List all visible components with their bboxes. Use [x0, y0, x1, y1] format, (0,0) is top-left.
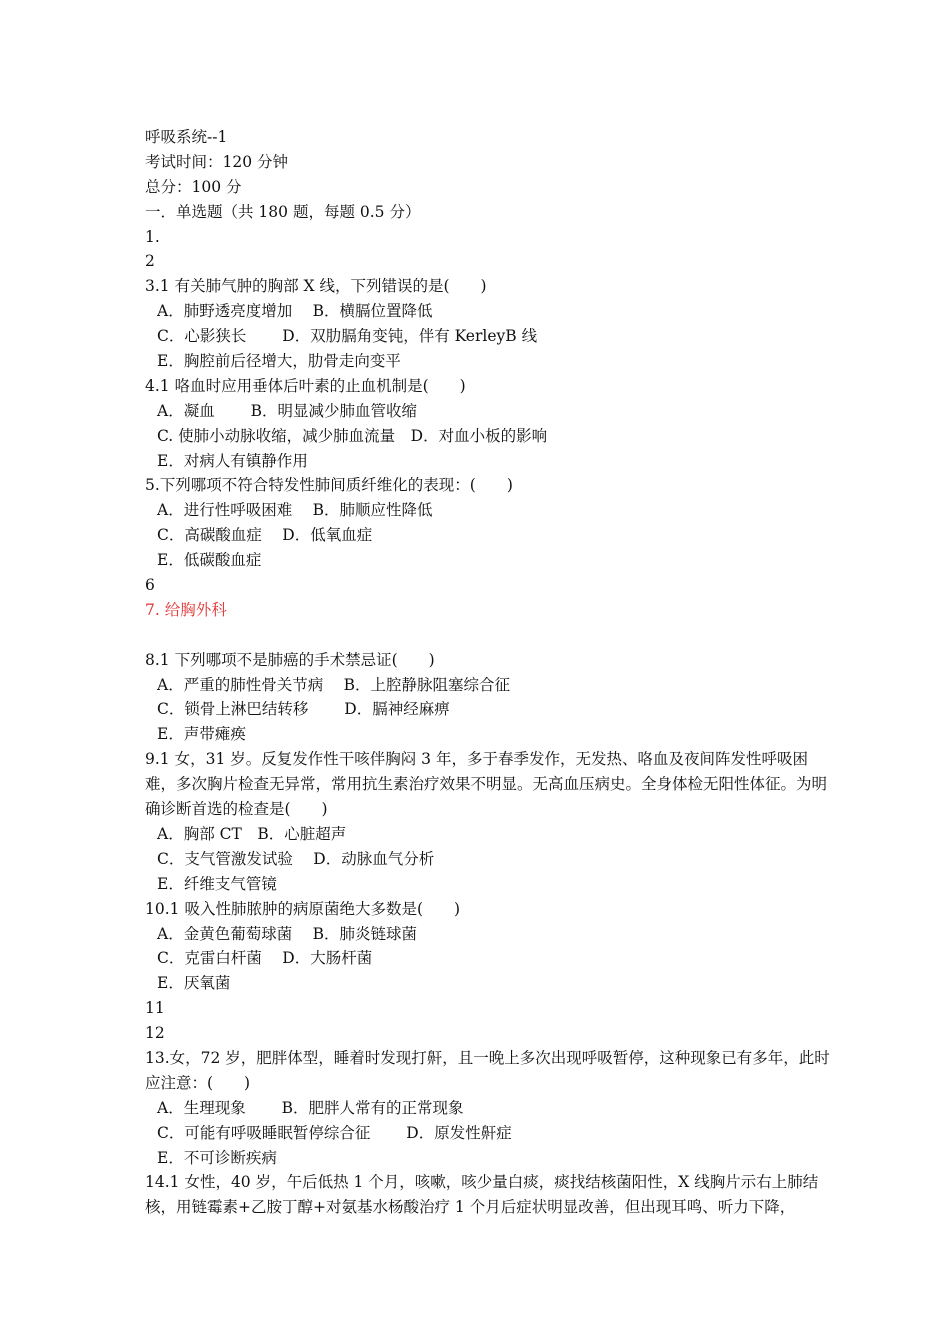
question-3 — [145, 274, 835, 374]
question-4 — [145, 374, 835, 474]
question-option: A．生理现象 B．肥胖人常有的正常现象 — [157, 1098, 464, 1117]
question-10 — [145, 897, 835, 997]
item-number: 12 — [145, 1024, 165, 1043]
question-option: E．声带瘫痪 — [157, 725, 246, 744]
item-number: 6 — [145, 576, 155, 595]
item-number: 11 — [145, 999, 165, 1018]
question-option: C．可能有呼吸睡眠暂停综合征 D．原发性鼾症 — [157, 1123, 512, 1142]
section-heading: 一．单选题（共 180 题，每题 0.5 分） — [145, 202, 421, 221]
question-option: E．低碳酸血症 — [157, 551, 262, 570]
total-score: 总分：100 分 — [145, 177, 242, 196]
item-number: 1. — [145, 227, 160, 246]
question-option: E．纤维支气管镜 — [157, 874, 277, 893]
question-stem: 5.下列哪项不符合特发性肺间质纤维化的表现：( ) — [145, 476, 513, 495]
item-number: 2 — [145, 252, 155, 271]
question-option: E．胸腔前后径增大，肋骨走向变平 — [157, 352, 401, 371]
question-stem: 3.1 有关肺气肿的胸部 X 线，下列错误的是( ) — [145, 277, 487, 296]
blank-line — [145, 623, 835, 648]
question-stem: 8.1 下列哪项不是肺癌的手术禁忌证( ) — [145, 650, 435, 669]
question-option: C. 使肺小动脉收缩，减少肺血流量 D．对血小板的影响 — [157, 426, 548, 445]
question-14 — [145, 1170, 835, 1220]
question-option: A．凝血 B．明显减少肺血管收缩 — [157, 401, 418, 420]
question-option: A．肺野透亮度增加 B．横膈位置降低 — [157, 302, 433, 321]
question-8 — [145, 648, 835, 748]
question-stem: 9.1 女，31 岁。反复发作性干咳伴胸闷 3 年，多于春季发作，无发热、咯血及夜间阵发性呼吸困难，多次胸片检查无异常，常用抗生素治疗效果不明显。无高血压病史。全身体检无阳性体征。为明确诊断首选的检查是( ) — [145, 750, 828, 819]
question-stem: 14.1 女性，40 岁，午后低热 1 个月，咳嗽，咳少量白痰，痰找结核菌阳性，X 线胸片示右上肺结核，用链霉素+乙胺丁醇+对氨基水杨酸治疗 1 个月后症状明显改善，但出现耳鸣、听力下降， — [145, 1173, 819, 1217]
question-option: E．厌氧菌 — [157, 974, 231, 993]
question-option: E．对病人有镇静作用 — [157, 451, 308, 470]
question-option: C．高碳酸血症 D．低氧血症 — [157, 526, 373, 545]
question-option: A．严重的肺性骨关节病 B．上腔静脉阻塞综合征 — [157, 675, 511, 694]
question-13 — [145, 1046, 835, 1170]
question-option: C．心影狭长 D．双肋膈角变钝，伴有 KerleyB 线 — [157, 327, 538, 346]
item-note-red: 7. 给胸外科 — [145, 600, 227, 619]
question-stem: 10.1 吸入性肺脓肿的病原菌绝大多数是( ) — [145, 899, 461, 918]
question-option: C．锁骨上淋巴结转移 D．膈神经麻痹 — [157, 700, 450, 719]
question-stem: 4.1 咯血时应用垂体后叶素的止血机制是( ) — [145, 376, 466, 395]
question-5 — [145, 473, 835, 573]
document-body — [145, 125, 835, 1220]
question-option: A．进行性呼吸困难 B．肺顺应性降低 — [157, 501, 433, 520]
question-option: E．不可诊断疾病 — [157, 1148, 277, 1167]
question-option: C．克雷白杆菌 D．大肠杆菌 — [157, 949, 373, 968]
question-option: A．金黄色葡萄球菌 B．肺炎链球菌 — [157, 924, 418, 943]
question-option: A．胸部 CT B．心脏超声 — [157, 824, 347, 843]
exam-time: 考试时间：120 分钟 — [145, 152, 289, 171]
question-option: C．支气管激发试验 D．动脉血气分析 — [157, 849, 435, 868]
question-9 — [145, 747, 835, 896]
doc-title: 呼吸系统--1 — [145, 128, 228, 146]
question-stem: 13.女，72 岁，肥胖体型，睡着时发现打鼾，且一晚上多次出现呼吸暂停，这种现象已有多年，此时应注意：( ) — [145, 1049, 830, 1092]
